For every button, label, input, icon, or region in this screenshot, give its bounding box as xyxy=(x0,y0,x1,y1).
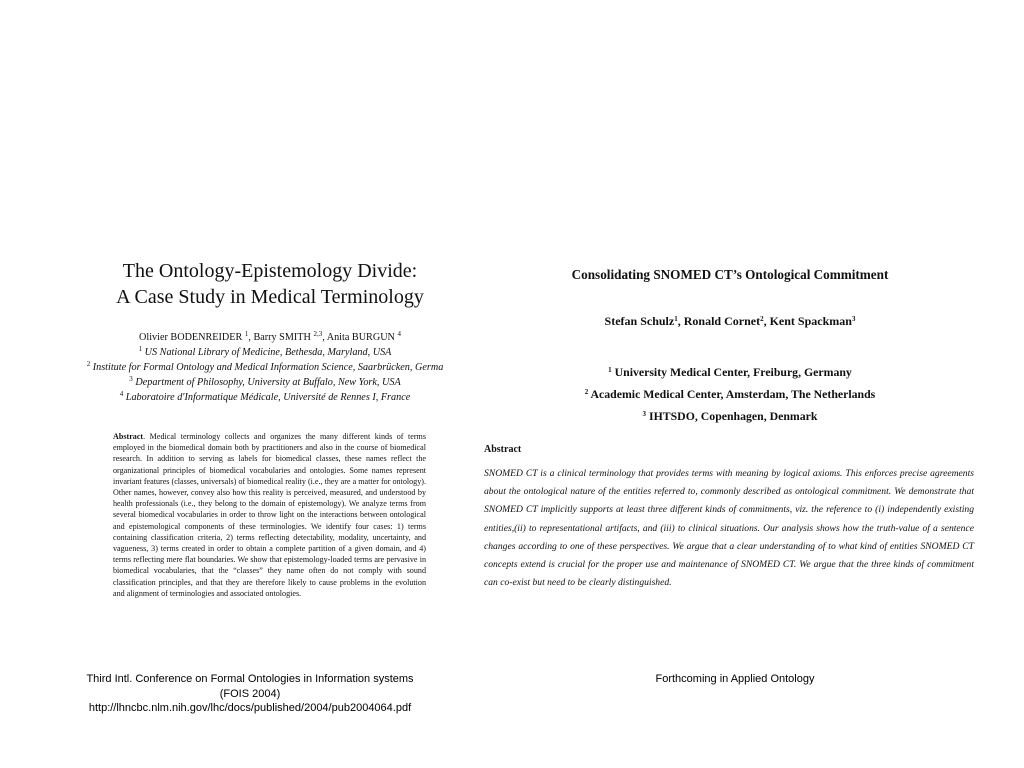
affiliation-text: IHTSDO, Copenhagen, Denmark xyxy=(648,409,818,423)
left-caption-url: http://lhncbc.nlm.nih.gov/lhc/docs/published/2004/pub2004064.pdf xyxy=(88,702,412,714)
left-paper-title xyxy=(60,258,480,310)
author-sup: 1 xyxy=(244,330,249,338)
affiliation-text: Institute for Formal Ontology and Medical Information Science, Saarbrücken, Germa xyxy=(92,362,444,373)
right-caption: Forthcoming in Applied Ontology xyxy=(655,673,815,685)
left-caption-acronym: (FOIS 2004) xyxy=(219,687,281,700)
author-sup: 2 xyxy=(760,315,764,323)
left-title-line1: The Ontology-Epistemology Divide: xyxy=(122,260,418,282)
left-affiliation-3 xyxy=(40,376,490,391)
author-sup: 2,3 xyxy=(313,330,323,338)
left-caption-conference: Third Intl. Conference on Formal Ontologies in Information systems xyxy=(86,673,414,685)
right-paper-abstract: SNOMED CT is a clinical terminology that provides terms with meaning by logical axioms. This enforces precise agreements about the ontological nature of the entities referred to, commonly described as ontological commitment. We demonstrate that SNOMED CT implicitly supports at least three different kinds of commitments, viz. the reference to (i) independently existing entities,(ii) to representational artifacts, and (iii) to clinical situations. Our analysis shows how the truth-value of a sentence changes according to one of these perspectives. We argue that a clear understanding of to what kind of entities SNOMED CT concepts extend is crucial for the proper use and maintenance of SNOMED CT. We argue that the three kinds of commitment can co-exist but need to be clearly distinguished. xyxy=(484,468,974,589)
affiliation-sup: 1 xyxy=(138,346,143,353)
left-paper-authors: Olivier BODENREIDER $^1$, Barry SMITH $^{2,3}$, Anita BURGUN $^4$ xyxy=(139,330,401,343)
left-title-line2: A Case Study in Medical Terminology xyxy=(116,286,424,308)
left-caption xyxy=(60,672,440,716)
affiliation-sup: 1 xyxy=(608,366,612,374)
right-affiliation-2 xyxy=(480,386,980,402)
affiliation-sup: 3 xyxy=(642,410,647,418)
author-name: Kent Spackman xyxy=(769,314,852,328)
affiliation-text: Department of Philosophy, University at Buffalo, New York, USA xyxy=(135,377,401,388)
affiliation-sup: 4 xyxy=(119,391,124,398)
right-abstract-heading: Abstract xyxy=(484,444,522,455)
right-paper-title: Consolidating SNOMED CT’s Ontological Commitment xyxy=(571,267,889,282)
author-name: Ronald Cornet xyxy=(683,314,761,328)
left-affiliation-4 xyxy=(40,391,490,406)
affiliation-text: Laboratoire d'Informatique Médicale, Université de Rennes I, France xyxy=(125,392,411,403)
affiliation-text: University Medical Center, Freiburg, Germany xyxy=(614,365,852,379)
right-affiliation-1 xyxy=(480,364,980,380)
affiliation-sup: 2 xyxy=(86,361,91,368)
left-paper-abstract xyxy=(113,431,426,599)
abstract-label: Abstract xyxy=(113,432,144,441)
affiliation-text: Academic Medical Center, Amsterdam, The Netherlands xyxy=(590,387,876,401)
author-name: Anita BURGUN xyxy=(326,332,395,343)
author-sup: 3 xyxy=(851,315,856,323)
author-name: Olivier BODENREIDER xyxy=(139,332,243,343)
abstract-text: . Medical terminology collects and organizes the many different kinds of terms employed in the biomedical domain both by practitioners and also in the course of biomedical research. In addition to serving as labels for biomedical classes, these names reflect the organizational principles of biomedical vocabularies and ontologies. Some names represent invariant features (classes, universals) of biomedical reality (i.e., they are a matter for ontology). Other names, however, convey also how this reality is perceived, measured, and understood by health professionals (i.e., they belong to the domain of epistemology). We analyze terms from several biomedical vocabularies in order to throw light on the interactions between ontological and epistemological components of these terminologies. We identify four cases: 1) terms containing classification criteria, 2) terms reflecting detectability, modality, uncertainty, and vagueness, 3) terms created in order to obtain a complete partition of a given domain, and 4) terms reflecting mere flat boundaries. We show that epistemology-loaded terms are pervasive in biomedical vocabularies, that the “classes” they name often do not comply with sound classification principles, and that they are therefore likely to cause problems in the evolution and alignment of terminologies and associated ontologies. xyxy=(113,432,426,598)
left-affiliation-1 xyxy=(40,346,490,361)
author-name: Stefan Schulz xyxy=(604,314,675,328)
right-affiliation-3 xyxy=(480,408,980,424)
author-name: Barry SMITH xyxy=(253,332,311,343)
right-paper-authors: Stefan Schulz$^1$, Ronald Cornet$^2$, Kent Spackman$^3$ xyxy=(604,314,856,328)
author-sup: 4 xyxy=(397,330,401,338)
affiliation-sup: 3 xyxy=(129,376,133,383)
affiliation-sup: 2 xyxy=(584,388,589,396)
author-sup: 1 xyxy=(674,315,678,323)
left-affiliation-2 xyxy=(40,361,490,376)
affiliation-text: US National Library of Medicine, Bethesda, Maryland, USA xyxy=(144,347,392,358)
